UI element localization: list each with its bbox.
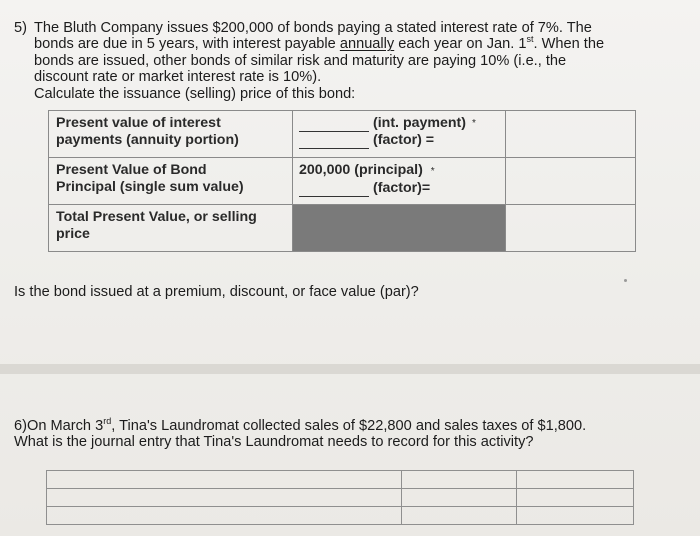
question-5 xyxy=(14,20,690,102)
shaded-cell xyxy=(293,205,506,252)
instruction-text: Calculate the issuance (selling) price of this bond: xyxy=(34,85,356,102)
question-text-line: . When the xyxy=(533,36,605,53)
premium-question: Is the bond issued at a premium, discount, or face value (par)? xyxy=(14,284,419,300)
question-text-line: bonds are due in 5 years, with interest payable xyxy=(34,36,340,53)
table-row xyxy=(47,507,634,525)
question-number: 6) xyxy=(14,418,27,434)
credit-cell[interactable] xyxy=(517,489,634,507)
table-row xyxy=(47,471,634,489)
credit-cell[interactable] xyxy=(517,471,634,489)
answer-cell[interactable] xyxy=(506,158,636,205)
credit-cell[interactable] xyxy=(517,507,634,525)
multiply-symbol: * xyxy=(430,166,435,177)
table-row xyxy=(49,205,636,252)
underlined-word: annually xyxy=(339,36,395,53)
calculation-cell[interactable]: 200,000 (principal) * (factor)= xyxy=(293,158,506,205)
table-row xyxy=(47,489,634,507)
question-text-line: bonds are issued, other bonds of similar risk and maturity are paying 10% (i.e., the xyxy=(34,52,567,69)
answer-blank[interactable] xyxy=(299,115,369,132)
section-divider xyxy=(0,364,700,374)
question-text-line: What is the journal entry that Tina's Laundromat needs to record for this activity? xyxy=(14,434,534,451)
row-label: Present Value of Bond Principal (single sum value) xyxy=(49,158,293,205)
question-text-line: The Bluth Company issues $200,000 of bonds paying a stated interest rate of 7%. The xyxy=(34,20,592,36)
answer-cell[interactable] xyxy=(506,111,636,158)
question-text-line: each year on Jan. 1 xyxy=(394,36,527,53)
answer-blank[interactable] xyxy=(299,180,369,197)
calculation-cell[interactable]: (int. payment) * (factor) = xyxy=(293,111,506,158)
journal-entry-table xyxy=(46,470,634,525)
ordinal-suffix: st xyxy=(526,34,534,45)
paper-speck xyxy=(624,279,627,282)
answer-blank[interactable] xyxy=(299,132,369,149)
ordinal-suffix: rd xyxy=(103,416,112,426)
account-cell[interactable] xyxy=(47,507,402,525)
table-row xyxy=(49,111,636,158)
answer-cell[interactable] xyxy=(506,205,636,252)
present-value-table xyxy=(48,110,636,252)
multiply-symbol: * xyxy=(472,118,476,129)
account-cell[interactable] xyxy=(47,489,402,507)
account-cell[interactable] xyxy=(47,471,402,489)
debit-cell[interactable] xyxy=(402,507,517,525)
question-text-line: , Tina's Laundromat collected sales of $22,800 and sales taxes of $1,800. xyxy=(111,418,587,434)
question-text-line: discount rate or market interest rate is 10%). xyxy=(34,69,322,86)
question-6 xyxy=(14,418,690,451)
question-number: 5) xyxy=(14,20,27,36)
table-row xyxy=(49,158,636,205)
row-label: Total Present Value, or selling price xyxy=(49,205,293,252)
debit-cell[interactable] xyxy=(402,489,517,507)
question-text-line: On March 3 xyxy=(26,418,104,434)
debit-cell[interactable] xyxy=(402,471,517,489)
row-label: Present value of interest payments (annuity portion) xyxy=(49,111,293,158)
